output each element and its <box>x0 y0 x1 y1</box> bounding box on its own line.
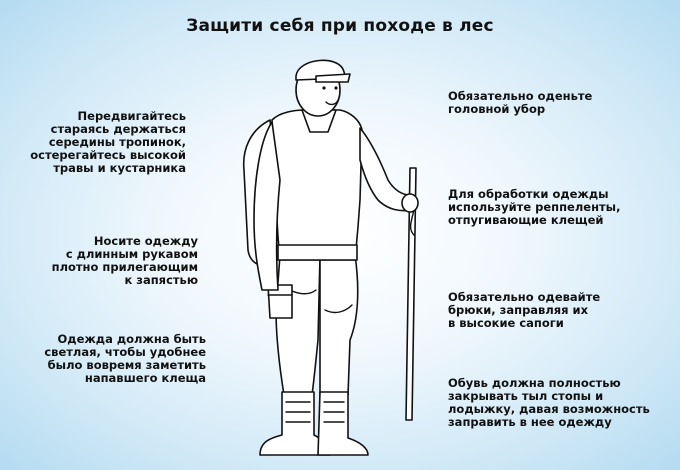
tip-closed-footwear: Обувь должна полностью закрывать тыл стопы и лодыжку, давая возможность заправить в нее одежду <box>448 376 650 429</box>
tip-use-repellents: Для обработки одежды используйте реппеленты, отпугивающие клещей <box>448 187 621 227</box>
tip-light-clothing: Одежда должна быть светлая, чтобы удобнее было вовремя заметить напавшего клеща <box>44 332 206 385</box>
tip-tuck-trousers-in-boots: Обязательно одевайте брюки, заправляя их в высокие сапоги <box>448 290 601 330</box>
tip-wear-headwear: Обязательно оденьте головной убор <box>448 89 593 116</box>
hiker-illustration-icon <box>220 50 440 465</box>
tip-long-sleeves: Носите одежду с длинным рукавом плотно прилегающим к запястью <box>51 234 198 287</box>
page-title: Защити себя при походе в лес <box>186 16 494 36</box>
tip-walk-middle-of-path: Передвигайтесь стараясь держаться середины тропинок, остерегайтесь высокой травы и кустарника <box>30 109 186 175</box>
